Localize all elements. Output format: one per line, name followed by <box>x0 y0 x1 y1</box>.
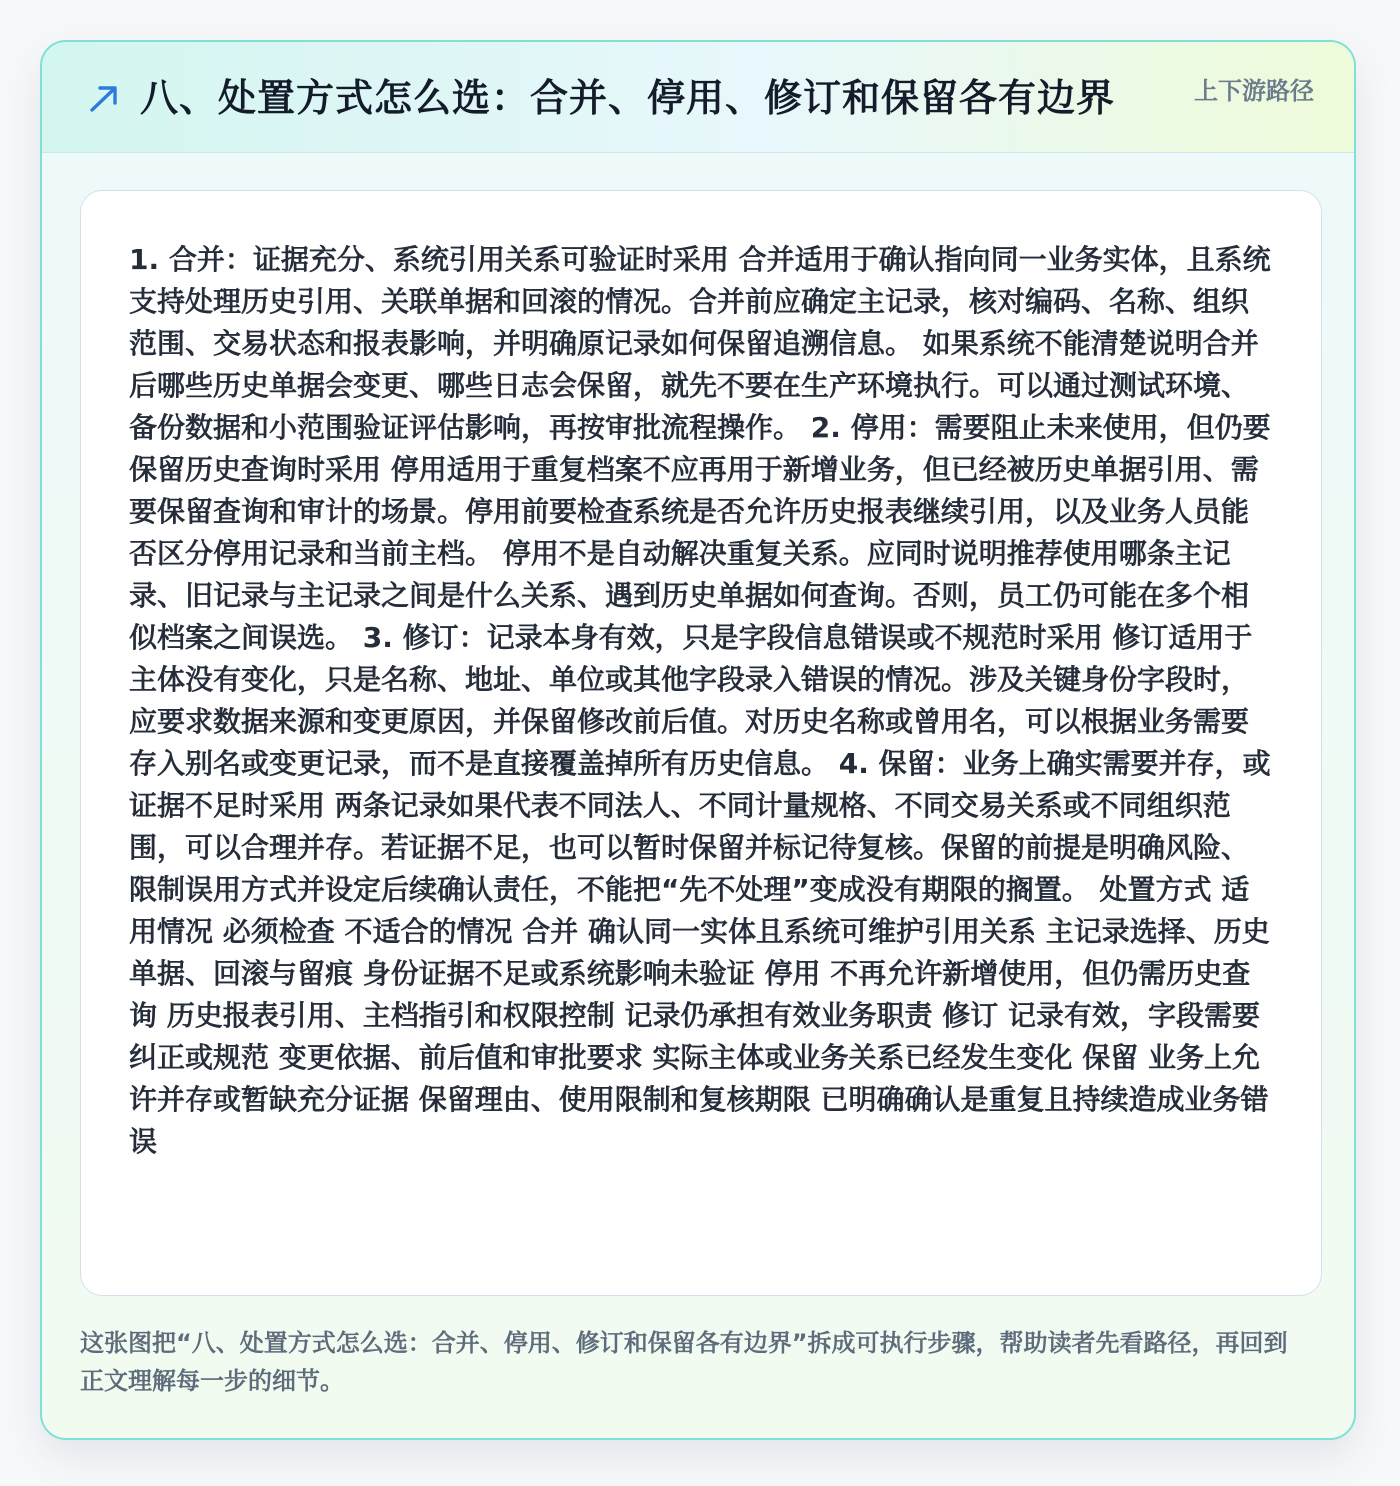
card-header <box>42 42 1354 153</box>
body-text: 1. 合并：证据充分、系统引用关系可验证时采用 合并适用于确认指向同一业务实体，且系统支持处理历史引用、关联单据和回滚的情况。合并前应确定主记录，核对编码、名称、组织范围、交易状态和报表影响，并明确原记录如何保留追溯信息。 如果系统不能清楚说明合并后哪些历史单据会变更、哪些日志会保留，就先不要在生产环境执行。可以通过测试环境、备份数据和小范围验证评估影响，再按审批流程操作。 2. 停用：需要阻止未来使用，但仍要保留历史查询时采用 停用适用于重复档案不应再用于新增业务，但已经被历史单据引用、需要保留查询和审计的场景。停用前要检查系统是否允许历史报表继续引用，以及业务人员能否区分停用记录和当前主档。 停用不是自动解决重复关系。应同时说明推荐使用哪条主记录、旧记录与主记录之间是什么关系、遇到历史单据如何查询。否则，员工仍可能在多个相似档案之间误选。 3. 修订：记录本身有效，只是字段信息错误或不规范时采用 修订适用于主体没有变化，只是名称、地址、单位或其他字段录入错误的情况。涉及关键身份字段时，应要求数据来源和变更原因，并保留修改前后值。对历史名称或曾用名，可以根据业务需要存入别名或变更记录，而不是直接覆盖掉所有历史信息。 4. 保留：业务上确实需要并存，或证据不足时采用 两条记录如果代表不同法人、不同计量规格、不同交易关系或不同组织范围，可以合理并存。若证据不足，也可以暂时保留并标记待复核。保留的前提是明确风险、限制误用方式并设定后续确认责任，不能把“先不处理”变成没有期限的搁置。 处置方式 适用情况 必须检查 不适合的情况 合并 确认同一实体且系统可维护引用关系 主记录选择、历史单据、回滚与留痕 身份证据不足或系统影响未验证 停用 不再允许新增使用，但仍需历史查询 历史报表引用、主档指引和权限控制 记录仍承担有效业务职责 修订 记录有效，字段需要纠正或规范 变更依据、前后值和审批要求 实际主体或业务关系已经发生变化 保留 业务上允许并存或暂缺充分证据 保留理由、使用限制和复核期限 已明确确认是重复且持续造成业务错误 <box>129 243 1271 1158</box>
arrow-up-right-icon <box>86 80 122 116</box>
content-panel <box>80 190 1322 1296</box>
figure-caption: 这张图把“八、处置方式怎么选：合并、停用、修订和保留各有边界”拆成可执行步骤，帮助读者先看路径，再回到正文理解每一步的细节。 <box>80 1329 1288 1395</box>
article-card <box>40 40 1356 1440</box>
section-title: 八、处置方式怎么选：合并、停用、修订和保留各有边界 <box>140 76 1116 120</box>
path-label: 上下游路径 <box>1194 77 1314 105</box>
